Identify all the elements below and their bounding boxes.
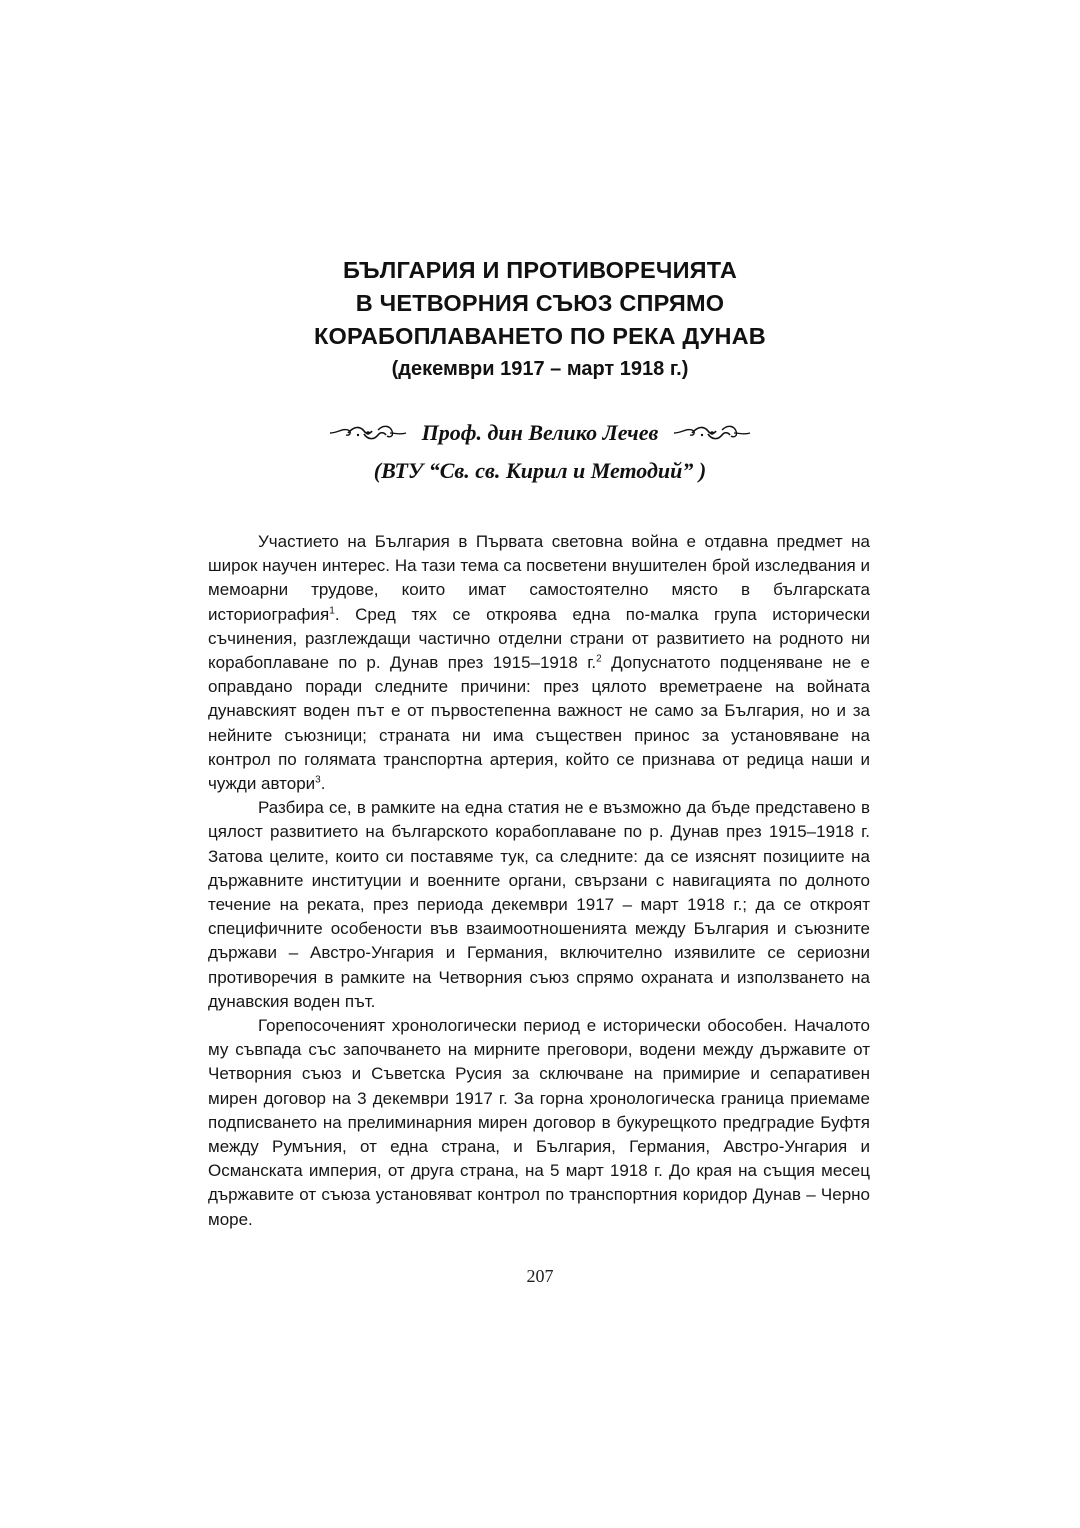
- paragraph-1-text-b: . Сред тях се откроява една по-малка група исторически съчинения, разглеждащи частично отделни страни от развитието на родното ни корабоплаване по р. Дунав през 1915–1918 г.: [208, 604, 870, 673]
- article-body: [208, 530, 870, 1232]
- author-affiliation: (ВТУ “Св. св. Кирил и Методий” ): [373, 458, 707, 483]
- paragraph-1-text-d: .: [320, 774, 326, 794]
- title-line-3: КОРАБОПЛАВАНЕТО ПО РЕКА ДУНАВ: [314, 323, 766, 349]
- article-title: [0, 254, 1080, 385]
- title-line-2: В ЧЕТВОРНИЯ СЪЮЗ СПРЯМО: [355, 290, 725, 316]
- paragraph-3: Горепосоченият хронологически период е исторически обособен. Началото му съвпада със започването на мирните преговори, водени между държавите от Четворния съюз и Съветска Русия за сключване на примирие и сепаративен мирен договор на 3 декември 1917 г. За горна хронологическа граница приемаме подписването на прелиминарния мирен договор в букурещкото предградие Буфтя между Румъния, от една страна, и България, Германия, Австро-Унгария и Османската империя, от друга страна, на 5 март 1918 г. До края на същия месец държавите от съюза установяват контрол по транспортния коридор Дунав – Черно море.: [208, 1016, 870, 1229]
- author-line: [0, 414, 1080, 452]
- paragraph-2: Разбира се, в рамките на една статия не е възможно да бъде представено в цялост развитието на българското корабоплаване по р. Дунав през 1915–1918 г. Затова целите, които си поставяме тук, са следните: да се изяснят позициите на държавните институции и военните органи, свързани с навигацията по долното течение на реката, през периода декември 1917 – март 1918 г.; да се откроят специфичните особености във взаимоотношенията между България и съюзните държави – Австро-Унгария и Германия, включително изявилите се сериозни противоречия в рамките на Четворния съюз спрямо охраната и използването на дунавския воден път.: [208, 798, 870, 1011]
- page-number: 207: [526, 1266, 554, 1286]
- title-dates: (декември 1917 – март 1918 г.): [391, 358, 689, 380]
- footnote-ref-3[interactable]: 3: [315, 774, 321, 786]
- title-line-1: БЪЛГАРИЯ И ПРОТИВОРЕЧИЯТА: [342, 257, 738, 283]
- fleuron-ornament-icon: [672, 422, 752, 444]
- footnote-ref-1[interactable]: 1: [329, 604, 335, 616]
- paragraph-1-text-c: Допуснатото подценяване не е оправдано поради следните причини: през цялото времетраене на войната дунавският воден път е от първостепенна важност не само за България, но и за нейните съюзници; страната ни има съществен принос за установяване на контрол по голямата транспортна артерия, който се признава от редица наши и чужди автори: [208, 653, 870, 794]
- author-block: [0, 414, 1080, 490]
- author-name: Проф. дин Велико Лечев: [421, 420, 659, 445]
- paragraph-1-text-a: Участието на България в Първата световна война е отдавна предмет на широк научен интерес. На тази тема са посветени внушителен брой изследвания и мемоарни трудове, които имат самостоятелно място в българската историография: [208, 532, 870, 624]
- paragraph-1: [208, 530, 870, 796]
- footnote-ref-2[interactable]: 2: [596, 653, 602, 665]
- fleuron-ornament-icon: [328, 422, 408, 444]
